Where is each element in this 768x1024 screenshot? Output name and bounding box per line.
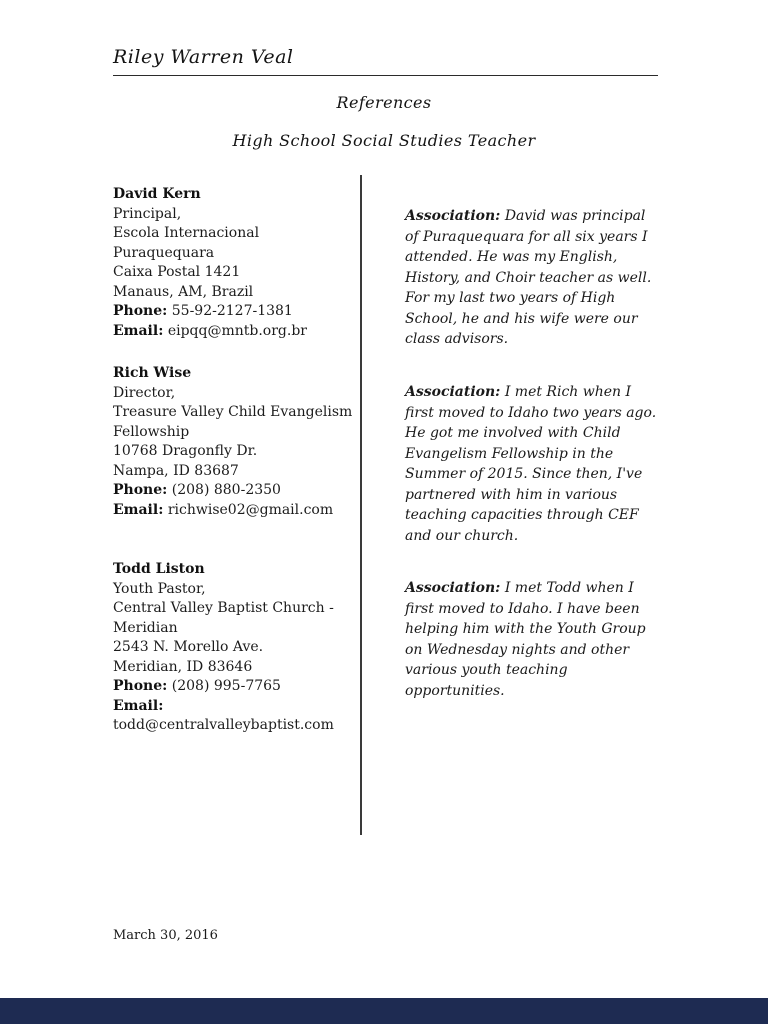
association-text: David was principal of Puraquequara for all six years I attended. He was my English, History, and Choir teacher as well. For my last two years of High School, he and his wife were our class advisors. [405, 208, 652, 347]
phone-label: Phone: [113, 482, 168, 498]
phone-label: Phone: [113, 303, 168, 319]
reference-address-line2: Nampa, ID 83687 [113, 462, 239, 479]
references-title: References [336, 93, 432, 112]
reference-role: Director, [113, 384, 176, 401]
phone-value: 55-92-2127-1381 [171, 303, 293, 319]
association-paragraph-david-kern [405, 206, 661, 350]
reference-address-line2: Manaus, AM, Brazil [113, 283, 254, 300]
reference-phone [113, 677, 355, 697]
email-label: Email: [113, 697, 164, 714]
reference-org: Treasure Valley Child Evangelism Fellowship [113, 404, 353, 440]
email-value: richwise02@gmail.com [167, 501, 334, 518]
association-label: Association: [405, 580, 501, 596]
phone-label: Phone: [113, 678, 168, 694]
reference-phone [113, 481, 355, 501]
reference-email [113, 697, 355, 736]
phone-value: (208) 995-7765 [171, 678, 281, 694]
association-paragraph-rich-wise [405, 382, 661, 546]
viewer-footer-bar [0, 998, 768, 1024]
reference-entry-todd-liston [113, 560, 355, 736]
document-date: March 30, 2016 [113, 928, 218, 943]
reference-org: Central Valley Baptist Church - Meridian [113, 600, 334, 636]
association-label: Association: [405, 384, 501, 400]
reference-address-line1: 2543 N. Morello Ave. [113, 639, 264, 655]
reference-role: Youth Pastor, [113, 580, 206, 597]
association-label: Association: [405, 208, 501, 224]
association-text: I met Rich when I first moved to Idaho two years ago. He got me involved with Child Evangelism Fellowship in the Summer of 2015. Since then, I've partnered with him in various teaching capacities through CEF and our church. [405, 384, 657, 544]
reference-org: Escola Internacional Puraquequara [113, 225, 260, 261]
references-subtitle: High School Social Studies Teacher [232, 131, 536, 150]
page-title: Riley Warren Veal [113, 46, 658, 76]
email-value: todd@centralvalleybaptist.com [113, 717, 334, 733]
reference-email [113, 501, 355, 521]
association-paragraph-todd-liston [405, 578, 661, 701]
reference-name: Rich Wise [113, 365, 192, 381]
association-text: I met Todd when I first moved to Idaho. I have been helping him with the Youth Group on Wednesday nights and other various youth teaching opportunities. [405, 580, 646, 699]
email-label: Email: [113, 501, 164, 518]
email-label: Email: [113, 322, 164, 339]
reference-name: David Kern [113, 186, 201, 202]
reference-name: Todd Liston [113, 561, 205, 577]
phone-value: (208) 880-2350 [171, 482, 281, 498]
reference-address-line1: Caixa Postal 1421 [113, 264, 241, 280]
reference-address-line1: 10768 Dragonfly Dr. [113, 443, 258, 459]
reference-entry-rich-wise [113, 364, 355, 520]
reference-entry-david-kern [113, 185, 355, 341]
email-value: eipqq@mntb.org.br [167, 322, 307, 339]
reference-role: Principal, [113, 205, 182, 222]
column-divider [360, 175, 362, 835]
reference-email [113, 322, 355, 342]
reference-address-line2: Meridian, ID 83646 [113, 658, 253, 675]
reference-phone [113, 302, 355, 322]
